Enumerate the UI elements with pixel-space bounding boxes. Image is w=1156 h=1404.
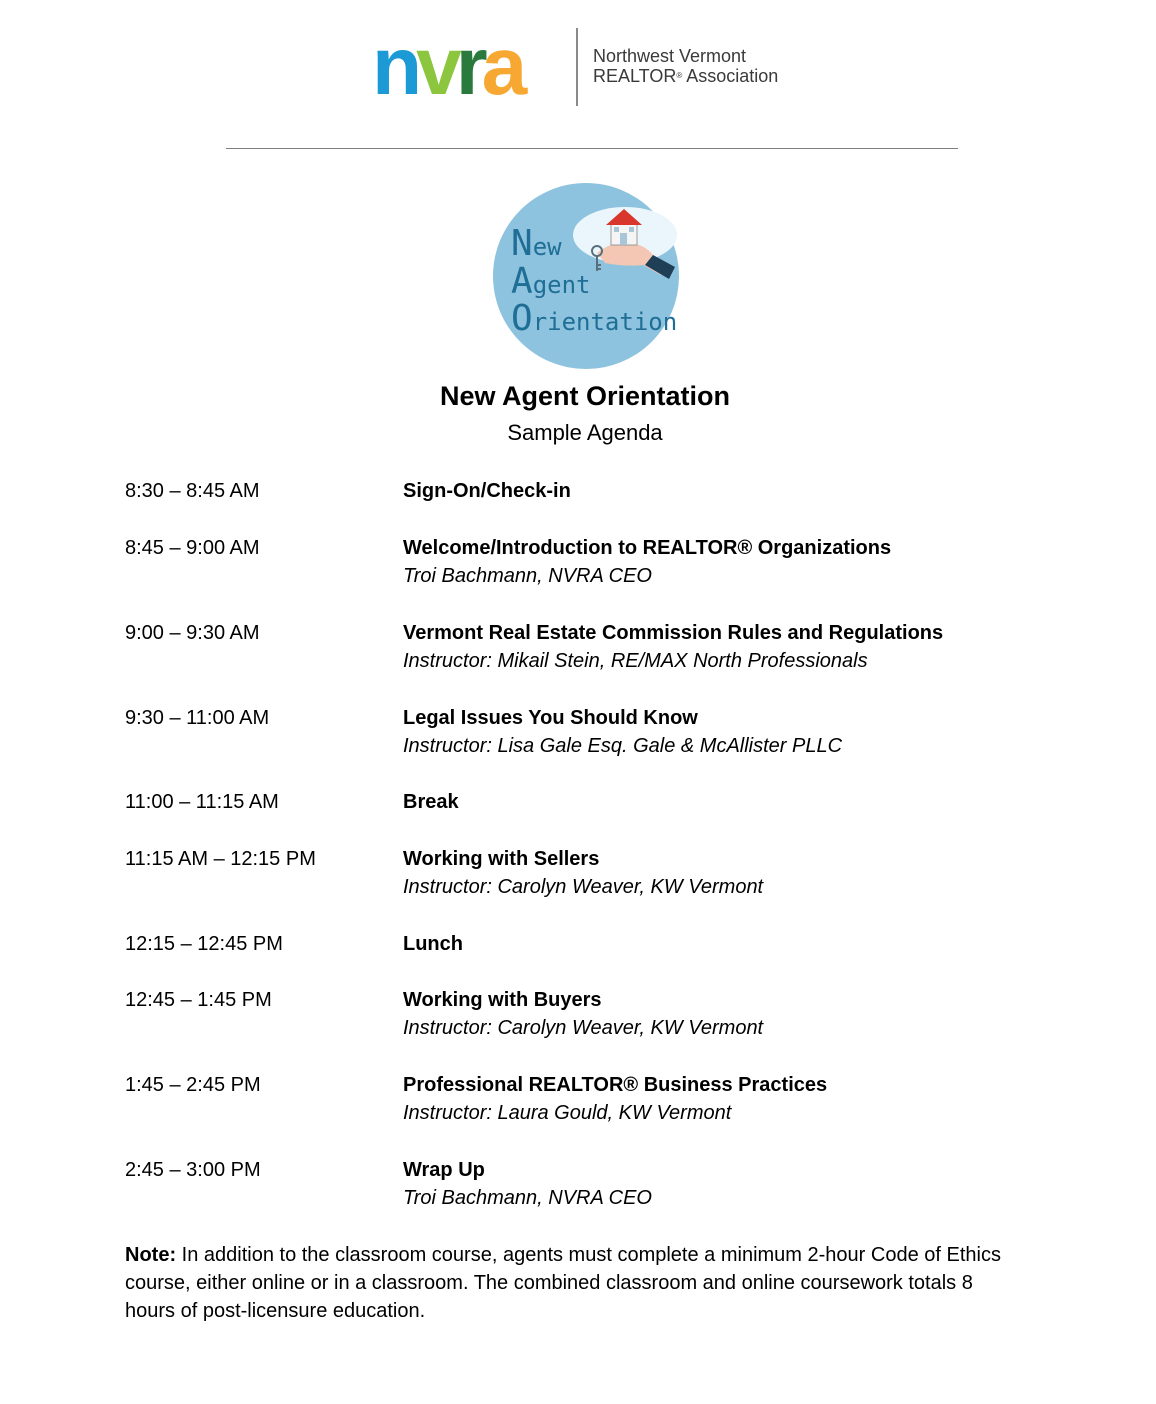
page-title: New Agent Orientation bbox=[439, 381, 730, 411]
badge-initial-o: O bbox=[511, 298, 533, 339]
agenda-item bbox=[125, 1071, 1025, 1156]
agenda-item bbox=[125, 534, 1025, 619]
nvra-wordmark bbox=[372, 26, 562, 108]
badge-word-agent: gent bbox=[532, 271, 591, 299]
badge-initial-n: N bbox=[511, 223, 533, 264]
note-label: Note: bbox=[125, 1244, 177, 1266]
agenda-item bbox=[125, 477, 1025, 534]
badge-word-new: ew bbox=[532, 233, 562, 261]
agenda-presenter: Instructor: Carolyn Weaver, KW Vermont bbox=[403, 876, 764, 898]
agenda-time: 9:00 – 9:30 AM bbox=[125, 622, 260, 644]
page-subtitle: Sample Agenda bbox=[507, 420, 663, 445]
org-name-line2: REALTOR® Association bbox=[593, 66, 779, 86]
agenda-item bbox=[125, 930, 1025, 986]
agenda-topic: Working with Sellers bbox=[403, 848, 600, 870]
agenda-time: 8:45 – 9:00 AM bbox=[125, 537, 260, 559]
agenda-topic: Break bbox=[403, 791, 459, 813]
logo-letter-a: a bbox=[481, 26, 522, 108]
logo-letter-r: r bbox=[455, 26, 482, 108]
logo-letter-v: v bbox=[416, 26, 456, 108]
agenda-item bbox=[125, 704, 1025, 788]
agenda-presenter: Troi Bachmann, NVRA CEO bbox=[403, 565, 652, 587]
agenda-item bbox=[125, 986, 1025, 1071]
agenda-time: 8:30 – 8:45 AM bbox=[125, 480, 260, 502]
agenda-topic: Wrap Up bbox=[403, 1159, 485, 1181]
agenda-time: 12:45 – 1:45 PM bbox=[125, 989, 272, 1011]
agenda-presenter: Instructor: Lisa Gale Esq. Gale & McAllister PLLC bbox=[403, 735, 843, 757]
agenda-topic: Welcome/Introduction to REALTOR® Organizations bbox=[403, 537, 892, 559]
nvra-logo bbox=[372, 26, 792, 108]
agenda-time: 9:30 – 11:00 AM bbox=[125, 707, 270, 729]
nao-badge bbox=[493, 183, 679, 369]
agenda-time: 2:45 – 3:00 PM bbox=[125, 1159, 261, 1181]
agenda-item bbox=[125, 845, 1025, 930]
logo-letter-n: n bbox=[372, 26, 417, 108]
agenda-time: 11:15 AM – 12:15 PM bbox=[125, 848, 316, 870]
header-divider bbox=[226, 148, 958, 149]
note bbox=[125, 1241, 1025, 1325]
note-text: In addition to the classroom course, agents must complete a minimum 2-hour Code of Ethics course, either online or in a classroom. The combined classroom and online coursework totals 8 hours of post-licensure education. bbox=[125, 1244, 1001, 1322]
agenda-topic: Working with Buyers bbox=[403, 989, 602, 1011]
agenda-presenter: Instructor: Carolyn Weaver, KW Vermont bbox=[403, 1017, 764, 1039]
agenda-presenter: Instructor: Mikail Stein, RE/MAX North Professionals bbox=[403, 650, 868, 672]
badge-initial-a: A bbox=[511, 261, 533, 302]
agenda-topic: Lunch bbox=[403, 933, 463, 955]
agenda-item bbox=[125, 1156, 1025, 1241]
agenda-time: 11:00 – 11:15 AM bbox=[125, 791, 279, 813]
agenda-list bbox=[125, 477, 1025, 1241]
agenda-topic: Vermont Real Estate Commission Rules and Regulations bbox=[403, 622, 944, 644]
agenda-topic: Sign-On/Check-in bbox=[403, 480, 571, 502]
agenda-presenter: Instructor: Laura Gould, KW Vermont bbox=[403, 1102, 732, 1124]
agenda-topic: Professional REALTOR® Business Practices bbox=[403, 1074, 828, 1096]
org-name bbox=[593, 46, 778, 86]
agenda-time: 1:45 – 2:45 PM bbox=[125, 1074, 261, 1096]
agenda-item bbox=[125, 619, 1025, 704]
agenda-item bbox=[125, 788, 1025, 845]
badge-word-orientation: rientation bbox=[532, 308, 678, 336]
agenda-time: 12:15 – 12:45 PM bbox=[125, 933, 283, 955]
org-name-line1: Northwest Vermont bbox=[593, 46, 747, 66]
agenda-presenter: Troi Bachmann, NVRA CEO bbox=[403, 1187, 652, 1209]
logo-divider bbox=[576, 28, 578, 106]
svg-text:nvra bbox=[372, 26, 529, 108]
agenda-topic: Legal Issues You Should Know bbox=[403, 707, 698, 729]
